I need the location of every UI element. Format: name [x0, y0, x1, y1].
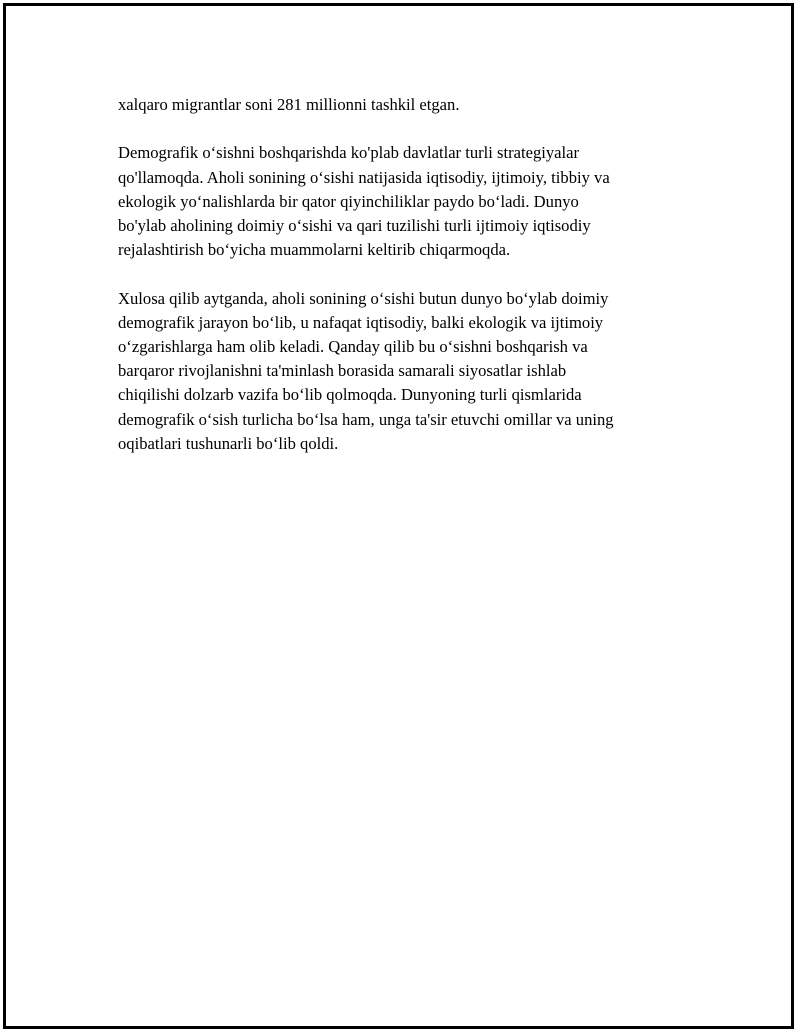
text-line: rejalashtirish bo‘yicha muammolarni keltirib chiqarmoqda. — [118, 240, 511, 260]
paragraph-1 — [118, 93, 688, 117]
text-line: bo'ylab aholining doimiy o‘sishi va qari tuzilishi turli ijtimoiy iqtisodiy — [118, 216, 591, 235]
text-line: qo'llamoqda. Aholi sonining o‘sishi natijasida iqtisodiy, ijtimoiy, tibbiy va — [118, 167, 610, 187]
text-line: ekologik yo‘nalishlarda bir qator qiyinchiliklar paydo bo‘ladi. Dunyo — [118, 191, 579, 211]
text-line: barqaror rivojlanishni ta'minlash borasida samarali siyosatlar ishlab — [118, 361, 567, 381]
text-line: Xulosa qilib aytganda, aholi sonining o‘sishi butun dunyo bo‘ylab doimiy — [118, 288, 609, 308]
text-line: demografik jarayon bo‘lib, u nafaqat iqtisodiy, balki ekologik va ijtimoiy — [118, 312, 604, 332]
text-line: demografik o‘sish turlicha bo‘lsa ham, unga ta'sir etuvchi omillar va uning — [118, 409, 614, 429]
text-line: oqibatlari tushunarli bo‘lib qoldi. — [118, 433, 339, 453]
document-body — [118, 93, 688, 480]
text-line: Demografik o‘sishni boshqarishda ko'plab davlatlar turli strategiyalar — [118, 143, 580, 163]
paragraph-3 — [118, 287, 688, 456]
paragraph-2 — [118, 141, 688, 262]
text-line: xalqaro migrantlar soni 281 millionni tashkil etgan. — [118, 95, 460, 114]
text-line: o‘zgarishlarga ham olib keladi. Qanday qilib bu o‘sishni boshqarish va — [118, 337, 588, 356]
text-line: chiqilishi dolzarb vazifa bo‘lib qolmoqda. Dunyoning turli qismlarida — [118, 385, 582, 405]
